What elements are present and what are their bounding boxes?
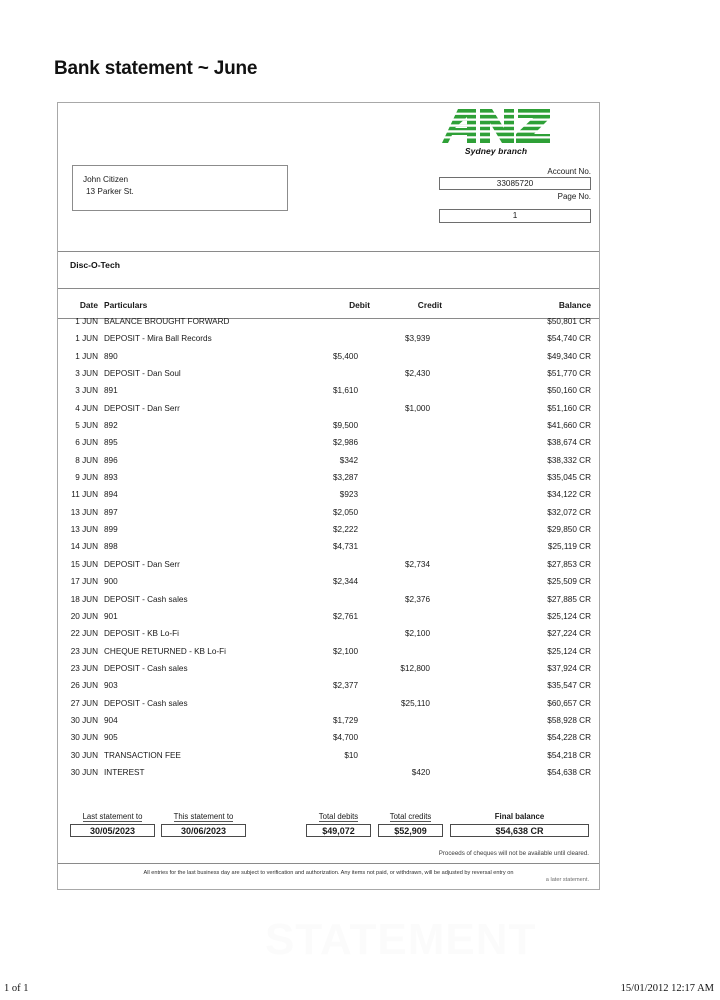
transactions-body	[58, 313, 599, 781]
cell-credit	[374, 486, 446, 503]
cell-balance: $34,122 CR	[547, 490, 591, 500]
cell-balance: $35,547 CR	[547, 681, 591, 691]
cell-balance: $51,160 CR	[547, 403, 591, 413]
cell-balance: $54,638 CR	[547, 767, 591, 777]
summary-total-debits	[306, 806, 371, 837]
account-name: Disc-O-Tech	[70, 260, 120, 270]
page-no-value: 1	[439, 209, 591, 223]
cell-credit: $2,430	[404, 369, 430, 379]
cell-balance: $25,509 CR	[547, 577, 591, 587]
column-header-debit: Debit	[349, 300, 370, 310]
cell-credit	[374, 382, 446, 399]
this-statement-date: 30/06/2023	[161, 824, 246, 837]
cell-date: 30 JUN	[70, 733, 98, 743]
cell-debit	[306, 660, 374, 677]
cell-debit: $2,986	[332, 438, 358, 448]
cell-balance: $49,340 CR	[547, 351, 591, 361]
cell-balance: $38,332 CR	[547, 455, 591, 465]
cell-date: 13 JUN	[70, 525, 98, 535]
cell-particulars: 897	[104, 507, 118, 517]
cell-particulars: 893	[104, 473, 118, 483]
cell-credit	[374, 712, 446, 729]
cell-particulars: 898	[104, 542, 118, 552]
cell-particulars: DEPOSIT - Mira Ball Records	[104, 334, 212, 344]
cell-credit: $12,800	[400, 663, 430, 673]
final-balance-label: Final balance	[494, 812, 545, 821]
cell-credit: $2,734	[404, 559, 430, 569]
print-footer-page: 1 of 1	[4, 983, 29, 994]
cell-credit: $2,100	[404, 629, 430, 639]
print-footer-timestamp: 15/01/2012 12:17 AM	[620, 983, 714, 994]
cell-credit	[374, 504, 446, 521]
cell-debit: $2,050	[332, 507, 358, 517]
cell-debit: $4,731	[332, 542, 358, 552]
cell-credit	[374, 643, 446, 660]
cell-date: 20 JUN	[70, 611, 98, 621]
cell-debit: $2,377	[332, 681, 358, 691]
summary-final-balance	[450, 806, 589, 837]
cell-balance: $27,224 CR	[547, 629, 591, 639]
column-header-balance: Balance	[558, 300, 591, 310]
cell-particulars: DEPOSIT - Dan Serr	[104, 559, 180, 569]
cell-date: 27 JUN	[70, 698, 98, 708]
cell-credit	[374, 608, 446, 625]
table-row	[58, 573, 599, 590]
table-row	[58, 764, 599, 781]
table-header-row	[58, 297, 599, 313]
table-row	[58, 591, 599, 608]
cell-balance: $25,119 CR	[547, 542, 591, 552]
column-header-date: Date	[79, 300, 98, 310]
cell-date: 9 JUN	[75, 473, 98, 483]
table-row	[58, 538, 599, 555]
cell-balance: $50,160 CR	[547, 386, 591, 396]
cell-particulars: DEPOSIT - Cash sales	[104, 594, 188, 604]
cell-debit: $4,700	[332, 733, 358, 743]
cell-balance: $38,674 CR	[547, 438, 591, 448]
last-statement-date: 30/05/2023	[70, 824, 155, 837]
disclaimer-box	[58, 863, 599, 891]
cell-debit	[306, 556, 374, 573]
cell-balance: $27,853 CR	[547, 559, 591, 569]
cell-balance: $51,770 CR	[547, 369, 591, 379]
table-row	[58, 313, 599, 330]
table-row	[58, 452, 599, 469]
cell-date: 15 JUN	[70, 559, 98, 569]
table-row	[58, 660, 599, 677]
table-row	[58, 469, 599, 486]
cell-credit	[374, 573, 446, 590]
transactions-table	[58, 297, 599, 781]
column-header-credit: Credit	[417, 300, 442, 310]
summary-this-statement	[161, 806, 246, 837]
cell-date: 23 JUN	[70, 646, 98, 656]
disclaimer-main: All entries for the last business day are subject to verification and authorization. Any items not paid, or withdrawn, will be adjusted by reversal entry on	[143, 870, 514, 876]
table-row	[58, 695, 599, 712]
cell-balance: $50,801 CR	[547, 317, 591, 326]
customer-address-box	[72, 165, 288, 211]
cell-particulars: 905	[104, 733, 118, 743]
cell-debit: $10	[344, 750, 358, 760]
cell-date: 17 JUN	[70, 577, 98, 587]
cell-particulars: 895	[104, 438, 118, 448]
cell-particulars: DEPOSIT - Dan Soul	[104, 369, 181, 379]
cell-date: 18 JUN	[70, 594, 98, 604]
table-row	[58, 677, 599, 694]
account-no-label: Account No.	[547, 167, 591, 176]
final-balance-value: $54,638 CR	[450, 824, 589, 837]
cell-particulars: CHEQUE RETURNED - KB Lo-Fi	[104, 646, 226, 656]
total-debits-value: $49,072	[306, 824, 371, 837]
cell-balance: $29,850 CR	[547, 525, 591, 535]
cell-particulars: 903	[104, 681, 118, 691]
table-row	[58, 625, 599, 642]
cell-credit	[374, 452, 446, 469]
summary-total-credits	[378, 806, 443, 837]
proceeds-note: Proceeds of cheques will not be available until cleared.	[438, 850, 589, 857]
cell-credit: $3,939	[404, 334, 430, 344]
cell-particulars: 891	[104, 386, 118, 396]
cell-credit	[374, 417, 446, 434]
summary-footer	[58, 806, 599, 852]
cell-balance: $32,072 CR	[547, 507, 591, 517]
cell-debit	[306, 591, 374, 608]
total-debits-label: Total debits	[318, 812, 359, 821]
total-credits-label: Total credits	[389, 812, 432, 821]
last-statement-label: Last statement to	[82, 812, 143, 821]
account-no-value: 33085720	[439, 177, 591, 190]
cell-credit: $420	[411, 767, 430, 777]
cell-particulars: 890	[104, 351, 118, 361]
table-row	[58, 504, 599, 521]
cell-credit	[374, 538, 446, 555]
cell-particulars: BALANCE BROUGHT FORWARD	[104, 317, 230, 326]
cell-balance: $25,124 CR	[547, 646, 591, 656]
total-credits-value: $52,909	[378, 824, 443, 837]
cell-debit: $342	[339, 455, 358, 465]
table-row	[58, 434, 599, 451]
cell-date: 26 JUN	[70, 681, 98, 691]
page-no-label: Page No.	[557, 192, 591, 201]
table-row	[58, 417, 599, 434]
cell-balance: $58,928 CR	[547, 715, 591, 725]
cell-credit: $2,376	[404, 594, 430, 604]
cell-credit	[374, 747, 446, 764]
cell-date: 4 JUN	[75, 403, 98, 413]
cell-credit: $25,110	[401, 698, 430, 708]
cell-particulars: 896	[104, 455, 118, 465]
cell-debit	[306, 400, 374, 417]
cell-credit	[374, 348, 446, 365]
cell-date: 30 JUN	[70, 767, 98, 777]
cell-debit: $923	[339, 490, 358, 500]
cell-balance: $37,924 CR	[547, 663, 591, 673]
cell-date: 22 JUN	[70, 629, 98, 639]
cell-credit	[374, 677, 446, 694]
anz-logo-icon	[442, 109, 550, 143]
cell-balance: $35,045 CR	[547, 473, 591, 483]
cell-date: 5 JUN	[75, 421, 98, 431]
cell-particulars: 901	[104, 611, 118, 621]
cell-particulars: DEPOSIT - Cash sales	[104, 663, 188, 673]
cell-particulars: 904	[104, 715, 118, 725]
table-row	[58, 643, 599, 660]
cell-debit: $2,222	[332, 525, 358, 535]
cell-date: 30 JUN	[70, 715, 98, 725]
disclaimer-text	[68, 869, 589, 884]
bank-logo-block	[411, 109, 581, 156]
cell-credit	[374, 434, 446, 451]
cell-credit: $1,000	[404, 403, 430, 413]
cell-date: 1 JUN	[75, 351, 98, 361]
cell-particulars: 899	[104, 525, 118, 535]
cell-date: 1 JUN	[75, 317, 98, 326]
cell-debit	[306, 365, 374, 382]
statement-header	[58, 103, 599, 251]
table-row	[58, 330, 599, 347]
disclaimer-tail: a later statement.	[545, 877, 589, 883]
branch-label: Sydney branch	[464, 146, 528, 156]
cell-particulars: INTEREST	[104, 767, 145, 777]
cell-debit	[306, 330, 374, 347]
page-title: Bank statement ~ June	[54, 58, 258, 79]
cell-debit: $3,287	[332, 473, 358, 483]
cell-date: 11 JUN	[71, 490, 98, 500]
table-row	[58, 400, 599, 417]
customer-address-line: 13 Parker St.	[86, 187, 134, 196]
table-row	[58, 747, 599, 764]
cell-particulars: 894	[104, 490, 118, 500]
cell-balance: $54,218 CR	[547, 750, 591, 760]
cell-debit	[306, 625, 374, 642]
cell-date: 3 JUN	[75, 369, 98, 379]
cell-date: 8 JUN	[75, 455, 98, 465]
column-header-particulars: Particulars	[104, 300, 148, 310]
cell-date: 13 JUN	[70, 507, 98, 517]
cell-particulars: DEPOSIT - Cash sales	[104, 698, 188, 708]
cell-debit: $2,344	[332, 577, 358, 587]
cell-credit	[374, 313, 446, 330]
cell-debit: $9,500	[332, 421, 358, 431]
cell-debit: $2,761	[332, 611, 358, 621]
bank-statement-sheet	[57, 102, 600, 890]
cell-date: 6 JUN	[75, 438, 98, 448]
cell-date: 1 JUN	[75, 334, 98, 344]
cell-debit	[306, 695, 374, 712]
cell-date: 30 JUN	[70, 750, 98, 760]
cell-debit: $1,729	[332, 715, 358, 725]
cell-balance: $60,657 CR	[547, 698, 591, 708]
cell-balance: $54,740 CR	[547, 334, 591, 344]
table-row	[58, 556, 599, 573]
cell-balance: $41,660 CR	[547, 421, 591, 431]
cell-particulars: 900	[104, 577, 118, 587]
cell-debit	[306, 764, 374, 781]
cell-particulars: DEPOSIT - KB Lo-Fi	[104, 629, 179, 639]
cell-particulars: DEPOSIT - Dan Serr	[104, 403, 180, 413]
header-divider-mid	[58, 288, 599, 289]
background-watermark: STATEMENT	[265, 915, 537, 964]
cell-particulars: 892	[104, 421, 118, 431]
table-row	[58, 348, 599, 365]
cell-balance: $54,228 CR	[547, 733, 591, 743]
table-row	[58, 729, 599, 746]
header-divider-top	[58, 251, 599, 252]
cell-credit	[374, 729, 446, 746]
table-row	[58, 608, 599, 625]
cell-date: 3 JUN	[75, 386, 98, 396]
cell-balance: $25,124 CR	[547, 611, 591, 621]
cell-date: 14 JUN	[70, 542, 98, 552]
cell-credit	[374, 469, 446, 486]
cell-debit: $5,400	[332, 351, 358, 361]
customer-name: John Citizen	[83, 175, 129, 184]
cell-particulars: TRANSACTION FEE	[104, 750, 181, 760]
this-statement-label: This statement to	[173, 812, 234, 821]
table-row	[58, 712, 599, 729]
cell-debit: $2,100	[332, 646, 358, 656]
cell-date: 23 JUN	[70, 663, 98, 673]
table-row	[58, 382, 599, 399]
cell-balance: $27,885 CR	[547, 594, 591, 604]
table-row	[58, 521, 599, 538]
cell-debit: $1,610	[332, 386, 358, 396]
table-row	[58, 365, 599, 382]
cell-credit	[374, 521, 446, 538]
table-row	[58, 486, 599, 503]
summary-last-statement	[70, 806, 155, 837]
account-details-block	[439, 167, 591, 225]
cell-debit	[306, 313, 374, 330]
